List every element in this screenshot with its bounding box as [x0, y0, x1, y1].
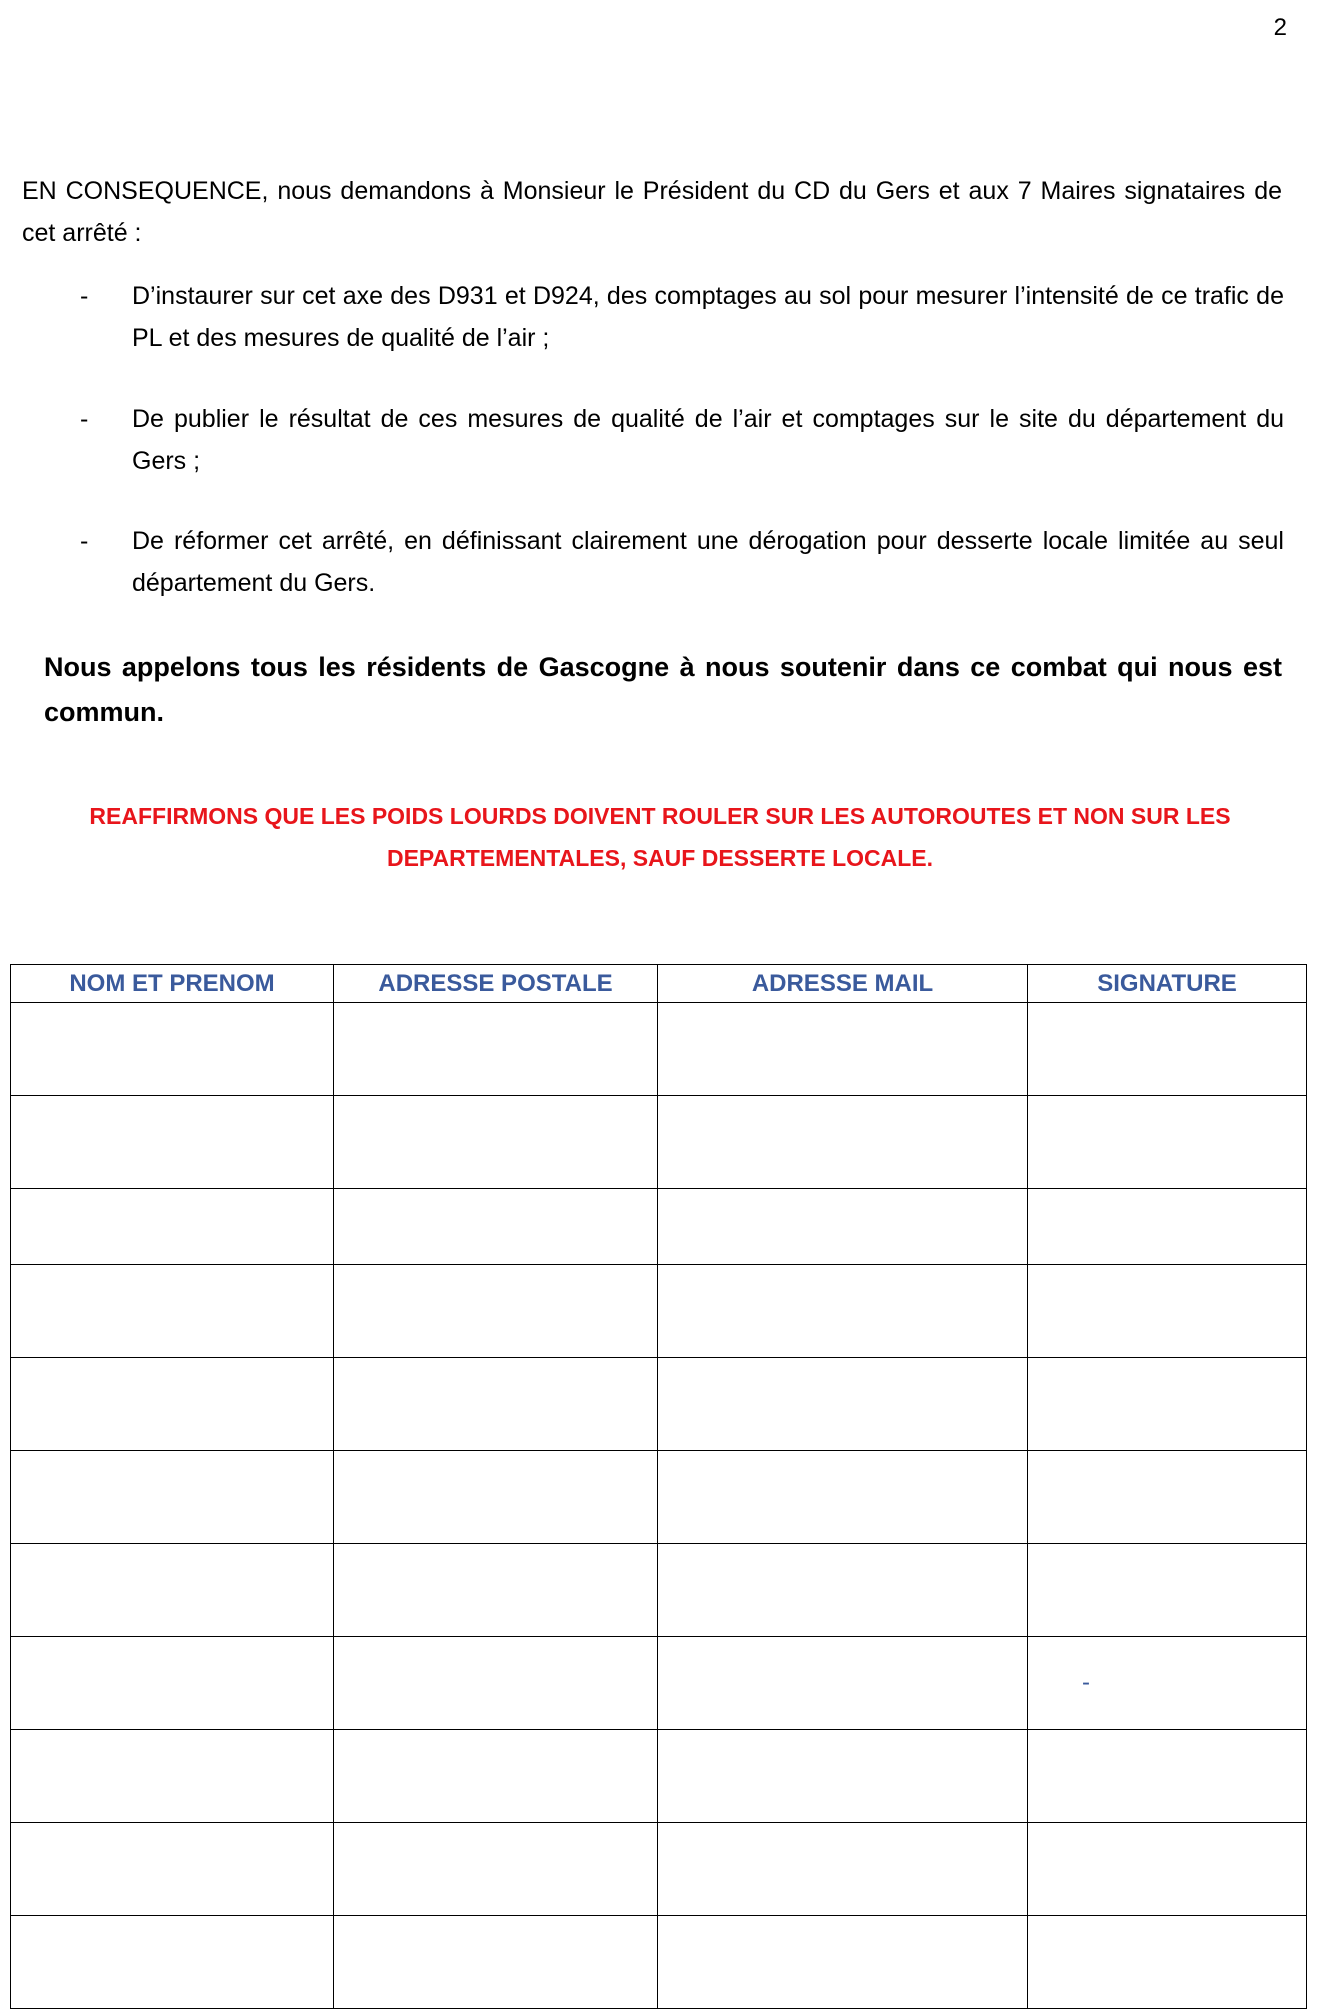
table-row: [11, 1916, 1307, 2009]
postal-address-cell[interactable]: [334, 1358, 658, 1451]
postal-address-cell[interactable]: [334, 1265, 658, 1358]
signature-cell[interactable]: [1028, 1189, 1307, 1265]
table-row: [11, 1451, 1307, 1544]
email-cell[interactable]: [658, 1544, 1028, 1637]
name-cell[interactable]: [11, 1823, 334, 1916]
name-cell[interactable]: [11, 1265, 334, 1358]
postal-address-cell[interactable]: [334, 1451, 658, 1544]
postal-address-cell[interactable]: [334, 1003, 658, 1096]
postal-address-cell[interactable]: [334, 1189, 658, 1265]
bullet-dash: -: [80, 282, 89, 310]
signature-cell[interactable]: [1028, 1730, 1307, 1823]
table-row: [11, 1637, 1307, 1730]
table-row: [11, 1730, 1307, 1823]
column-header-email: ADRESSE MAIL: [658, 965, 1028, 1003]
table-row: [11, 1358, 1307, 1451]
signature-cell[interactable]: [1028, 1823, 1307, 1916]
signature-cell[interactable]: [1028, 1451, 1307, 1544]
table-row: [11, 1096, 1307, 1189]
bullet-dash: -: [80, 527, 89, 555]
bullet-text: D’instaurer sur cet axe des D931 et D924, des comptages au sol pour mesurer l’intensité de ce trafic de PL et des mesures de qualité de l’air ;: [132, 282, 1284, 352]
table-row: [11, 1823, 1307, 1916]
signature-cell[interactable]: [1028, 1916, 1307, 2009]
email-cell[interactable]: [658, 1730, 1028, 1823]
postal-address-cell[interactable]: [334, 1096, 658, 1189]
name-cell[interactable]: [11, 1189, 334, 1265]
signature-cell[interactable]: [1028, 1096, 1307, 1189]
signature-table: [10, 964, 1307, 2009]
name-cell[interactable]: [11, 1003, 334, 1096]
intro-paragraph: EN CONSEQUENCE, nous demandons à Monsieur le Président du CD du Gers et aux 7 Maires signataires de cet arrêté :: [22, 177, 1282, 247]
email-cell[interactable]: [658, 1358, 1028, 1451]
email-cell[interactable]: [658, 1003, 1028, 1096]
bullet-dash: -: [80, 405, 89, 433]
bullet-item-2: [80, 398, 1284, 482]
email-cell[interactable]: [658, 1189, 1028, 1265]
email-cell[interactable]: [658, 1823, 1028, 1916]
table-row: [11, 1003, 1307, 1096]
page-number: 2: [1273, 14, 1287, 41]
name-cell[interactable]: [11, 1916, 334, 2009]
name-cell[interactable]: [11, 1730, 334, 1823]
name-cell[interactable]: [11, 1451, 334, 1544]
name-cell[interactable]: [11, 1358, 334, 1451]
name-cell[interactable]: [11, 1544, 334, 1637]
reaffirm-statement: REAFFIRMONS QUE LES POIDS LOURDS DOIVENT ROULER SUR LES AUTOROUTES ET NON SUR LES DEPARTEMENTALES, SAUF DESSERTE LOCALE.: [89, 803, 1231, 871]
signature-mark: -: [1082, 1669, 1090, 1696]
email-cell[interactable]: [658, 1637, 1028, 1730]
table-row: [11, 1544, 1307, 1637]
table-row: [11, 1189, 1307, 1265]
name-cell[interactable]: [11, 1096, 334, 1189]
postal-address-cell[interactable]: [334, 1730, 658, 1823]
table-header-row: [11, 965, 1307, 1003]
postal-address-cell[interactable]: [334, 1916, 658, 2009]
email-cell[interactable]: [658, 1096, 1028, 1189]
name-cell[interactable]: [11, 1637, 334, 1730]
signature-cell[interactable]: [1028, 1003, 1307, 1096]
column-header-postal-address: ADRESSE POSTALE: [334, 965, 658, 1003]
postal-address-cell[interactable]: [334, 1637, 658, 1730]
appeal-paragraph: Nous appelons tous les résidents de Gascogne à nous soutenir dans ce combat qui nous est commun.: [44, 652, 1282, 727]
bullet-text: De réformer cet arrêté, en définissant clairement une dérogation pour desserte locale limitée au seul département du Gers.: [132, 527, 1284, 597]
column-header-name: NOM ET PRENOM: [11, 965, 334, 1003]
email-cell[interactable]: [658, 1265, 1028, 1358]
bullet-item-1: [80, 275, 1284, 359]
email-cell[interactable]: [658, 1916, 1028, 2009]
postal-address-cell[interactable]: [334, 1823, 658, 1916]
email-cell[interactable]: [658, 1451, 1028, 1544]
signature-cell[interactable]: [1028, 1265, 1307, 1358]
signature-cell[interactable]: [1028, 1358, 1307, 1451]
bullet-text: De publier le résultat de ces mesures de qualité de l’air et comptages sur le site du département du Gers ;: [132, 405, 1284, 475]
postal-address-cell[interactable]: [334, 1544, 658, 1637]
signature-cell[interactable]: [1028, 1544, 1307, 1637]
bullet-item-3: [80, 520, 1284, 604]
table-row: [11, 1265, 1307, 1358]
signature-cell[interactable]: [1028, 1637, 1307, 1730]
column-header-signature: SIGNATURE: [1028, 965, 1307, 1003]
